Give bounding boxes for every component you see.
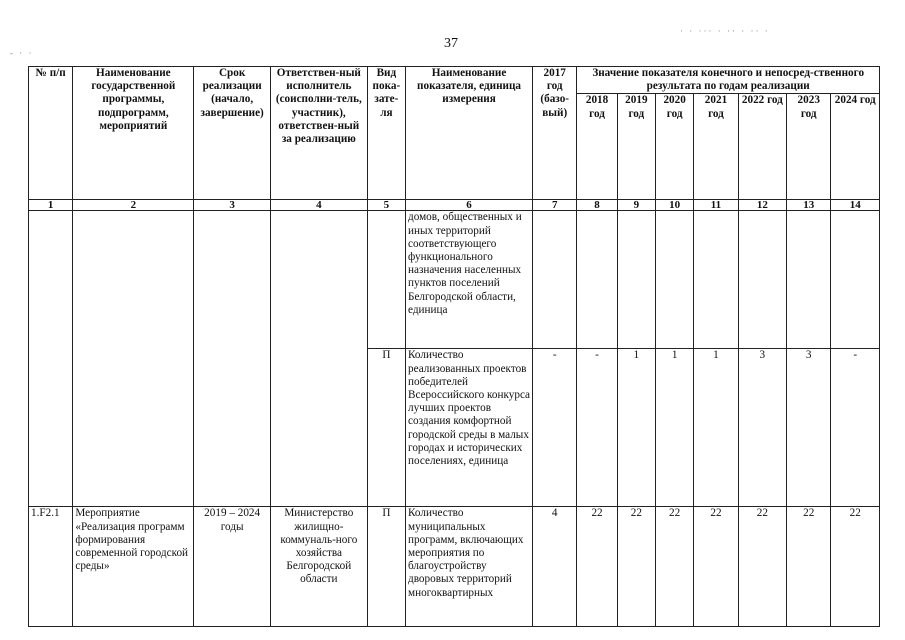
row-base (533, 211, 577, 349)
row-value: 3 (787, 349, 831, 507)
header-year: 2018 год (577, 94, 617, 200)
column-number: 14 (831, 200, 880, 211)
row-no (29, 211, 73, 507)
header-year: 2023 год (787, 94, 831, 200)
row-value (694, 211, 738, 349)
header-program-name: Наименование государственной программы, подпрограмм, мероприятий (73, 67, 194, 200)
row-value: 22 (738, 507, 786, 627)
row-responsible (270, 211, 367, 507)
column-number: 2 (73, 200, 194, 211)
row-base: - (533, 349, 577, 507)
row-term (194, 211, 271, 507)
row-indicator: домов, общественных и иных территорий соответствующего функционального назначения населенных пунктов поселений Белгородской области, единица (406, 211, 533, 349)
row-value (738, 211, 786, 349)
scan-noise: - · · (10, 48, 34, 58)
column-number: 4 (270, 200, 367, 211)
row-no: 1.F2.1 (29, 507, 73, 627)
row-value: 22 (787, 507, 831, 627)
row-value (831, 211, 880, 349)
table-row (29, 507, 880, 627)
column-number: 11 (694, 200, 738, 211)
row-value: 1 (656, 349, 694, 507)
header-year: 2020 год (656, 94, 694, 200)
column-number: 13 (787, 200, 831, 211)
row-value: - (577, 349, 617, 507)
header-year: 2024 год (831, 94, 880, 200)
row-value (617, 211, 655, 349)
scan-noise: · · ··· · ·· · ·· · (680, 26, 770, 36)
header-row (29, 67, 880, 94)
header-term: Срок реализации (начало, завершение) (194, 67, 271, 200)
row-kind: П (367, 349, 405, 507)
column-number: 5 (367, 200, 405, 211)
header-values-group: Значение показателя конечного и непосред-ственного результата по годам реализации (577, 67, 880, 94)
header-year: 2021 год (694, 94, 738, 200)
column-numbers-row (29, 200, 880, 211)
row-value: - (831, 349, 880, 507)
page-number: 37 (444, 36, 458, 51)
column-number: 12 (738, 200, 786, 211)
row-value: 22 (617, 507, 655, 627)
header-no: № п/п (29, 67, 73, 200)
column-number: 7 (533, 200, 577, 211)
row-indicator: Количество муниципальных программ, включающих мероприятия по благоустройству дворовых территорий многоквартирных (406, 507, 533, 627)
row-kind: П (367, 507, 405, 627)
row-base: 4 (533, 507, 577, 627)
row-value (787, 211, 831, 349)
row-program-name: Мероприятие «Реализация программ формирования современной городской среды» (73, 507, 194, 627)
row-kind (367, 211, 405, 349)
column-number: 9 (617, 200, 655, 211)
row-value (656, 211, 694, 349)
row-value: 22 (831, 507, 880, 627)
header-base-year: 2017 год (базо-вый) (533, 67, 577, 200)
row-value: 22 (577, 507, 617, 627)
column-number: 6 (406, 200, 533, 211)
header-responsible: Ответствен-ный исполнитель (соисполни-тель, участник), ответствен-ный за реализацию (270, 67, 367, 200)
row-value: 3 (738, 349, 786, 507)
row-indicator: Количество реализованных проектов победителей Всероссийского конкурса лучших проектов создания комфортной городской среды в малых городах и исторических поселениях, единица (406, 349, 533, 507)
header-year: 2019 год (617, 94, 655, 200)
header-year: 2022 год (738, 94, 786, 200)
row-program-name (73, 211, 194, 507)
column-number: 1 (29, 200, 73, 211)
header-indicator-name: Наименование показателя, единица измерения (406, 67, 533, 200)
column-number: 10 (656, 200, 694, 211)
column-number: 8 (577, 200, 617, 211)
header-indicator-kind: Вид пока-зате-ля (367, 67, 405, 200)
row-value: 1 (694, 349, 738, 507)
row-value: 22 (694, 507, 738, 627)
row-value (577, 211, 617, 349)
row-term: 2019 – 2024 годы (194, 507, 271, 627)
column-number: 3 (194, 200, 271, 211)
indicators-table (28, 66, 880, 627)
row-responsible: Министерство жилищно-коммуналь-ного хозяйства Белгородской области (270, 507, 367, 627)
row-value: 22 (656, 507, 694, 627)
table-row (29, 211, 880, 349)
row-value: 1 (617, 349, 655, 507)
